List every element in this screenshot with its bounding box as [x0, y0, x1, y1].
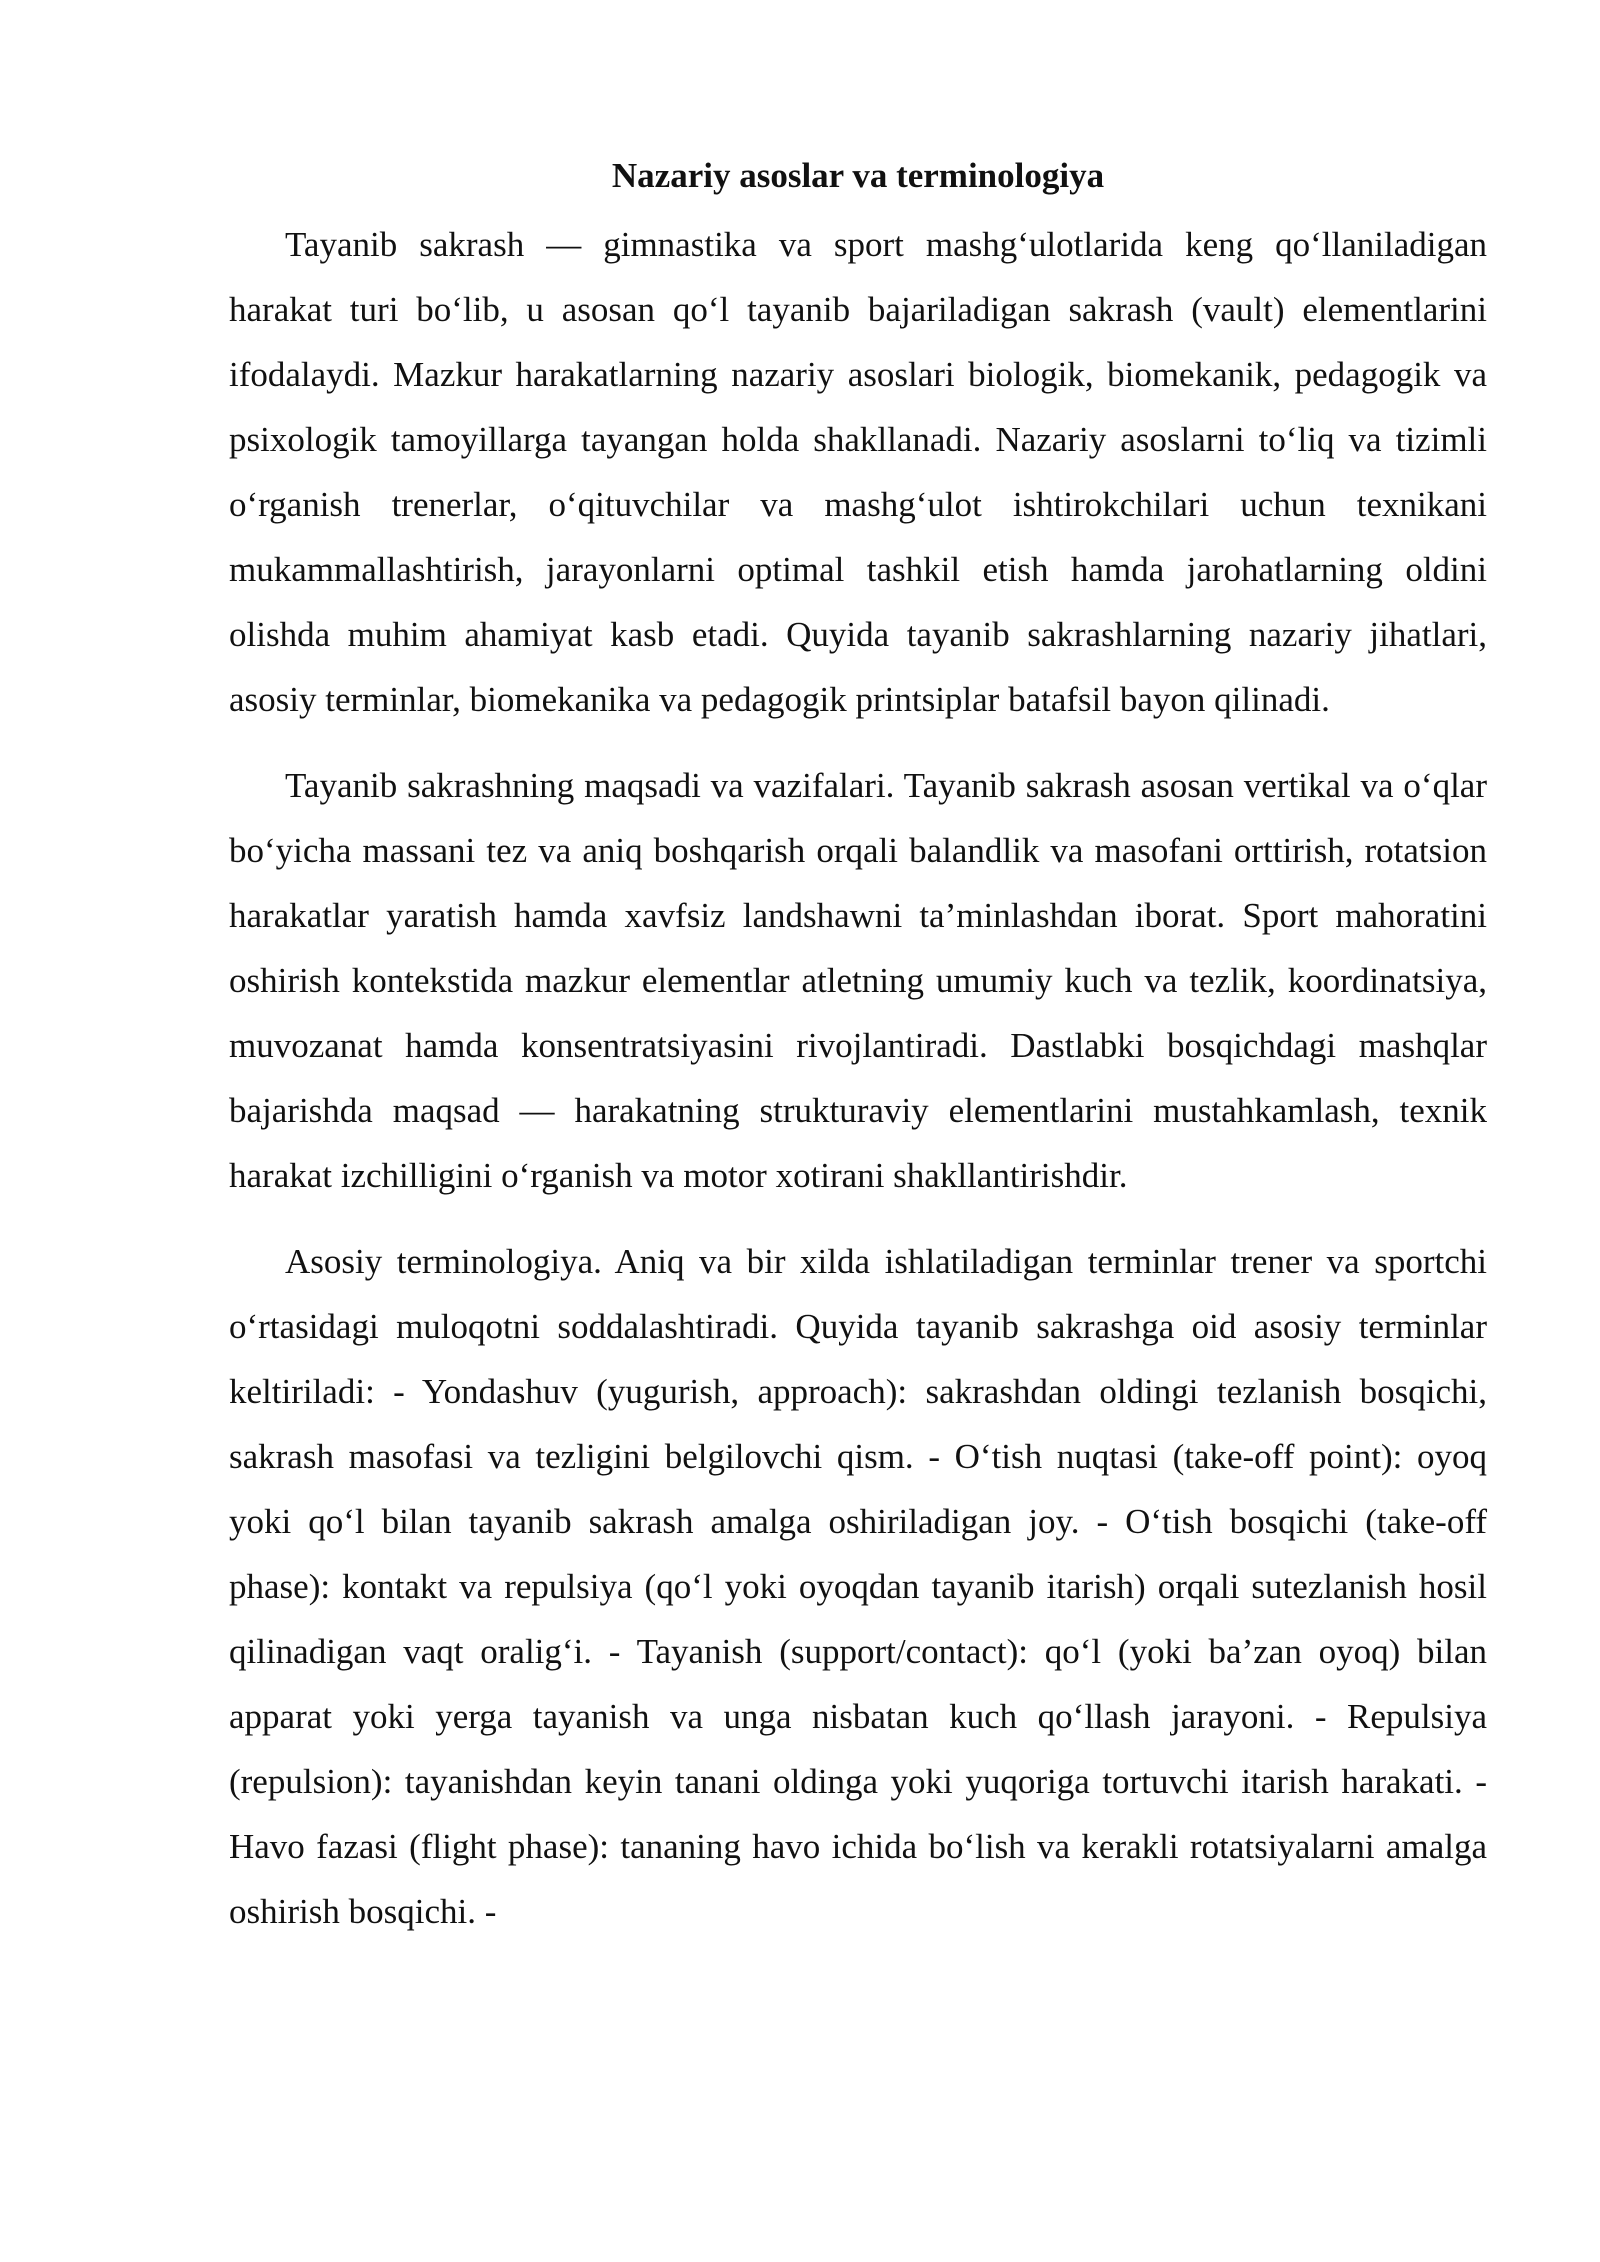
paragraph-terminology: Asosiy terminologiya. Aniq va bir xilda ishlatiladigan terminlar trener va sportchi o‘rtasidagi muloqotni soddalashtiradi. Quyida tayanib sakrashga oid asosiy terminlar keltiriladi: - Yondashuv (yugurish, approach): sakrashdan oldingi tezlanish bosqichi, sakrash masofasi va tezligini belgilovchi qism. - O‘tish nuqtasi (take-off point): oyoq yoki qo‘l bilan tayanib sakrash amalga oshiriladigan joy. - O‘tish bosqichi (take-off phase): kontakt va repulsiya (qo‘l yoki oyoqdan tayanib itarish) orqali sutezlanish hosil qilinadigan vaqt oralig‘i. - Tayanish (support/contact): qo‘l (yoki ba’zan oyoq) bilan apparat yoki yerga tayanish va unga nisbatan kuch qo‘llash jarayoni. - Repulsiya (repulsion): tayanishdan keyin tanani oldinga yoki yuqoriga tortuvchi itarish harakati. - Havo fazasi (flight phase): tananing havo ichida bo‘lish va kerakli rotatsiyalarni amalga oshirish bosqichi. -: [229, 1242, 1487, 1931]
paragraph-goals: Tayanib sakrashning maqsadi va vazifalari. Tayanib sakrash asosan vertikal va o‘qlar bo‘yicha massani tez va aniq boshqarish orqali balandlik va masofani orttirish, rotatsion harakatlar yaratish hamda xavfsiz landshawni ta’minlashdan iborat. Sport mahoratini oshirish kontekstida mazkur elementlar atletning umumiy kuch va tezlik, koordinatsiya, muvozanat hamda konsentratsiyasini rivojlantiradi. Dastlabki bosqichdagi mashqlar bajarishda maqsad — harakatning strukturaviy elementlarini mustahkamlash, texnik harakat izchilligini o‘rganish va motor xotirani shakllantirishdir.: [229, 766, 1487, 1195]
paragraph-intro: Tayanib sakrash — gimnastika va sport mashg‘ulotlarida keng qo‘llaniladigan harakat turi bo‘lib, u asosan qo‘l tayanib bajariladigan sakrash (vault) elementlarini ifodalaydi. Mazkur harakatlarning nazariy asoslari biologik, biomekanik, pedagogik va psixologik tamoyillarga tayangan holda shakllanadi. Nazariy asoslarni to‘liq va tizimli o‘rganish trenerlar, o‘qituvchilar va mashg‘ulot ishtirokchilari uchun texnikani mukammallashtirish, jarayonlarni optimal tashkil etish hamda jarohatlarning oldini olishda muhim ahamiyat kasb etadi. Quyida tayanib sakrashlarning nazariy jihatlari, asosiy terminlar, biomekanika va pedagogik printsiplar batafsil bayon qilinadi.: [229, 225, 1487, 719]
document-title: Nazariy asoslar va terminologiya: [611, 156, 1105, 195]
page-content: [229, 150, 1487, 1965]
